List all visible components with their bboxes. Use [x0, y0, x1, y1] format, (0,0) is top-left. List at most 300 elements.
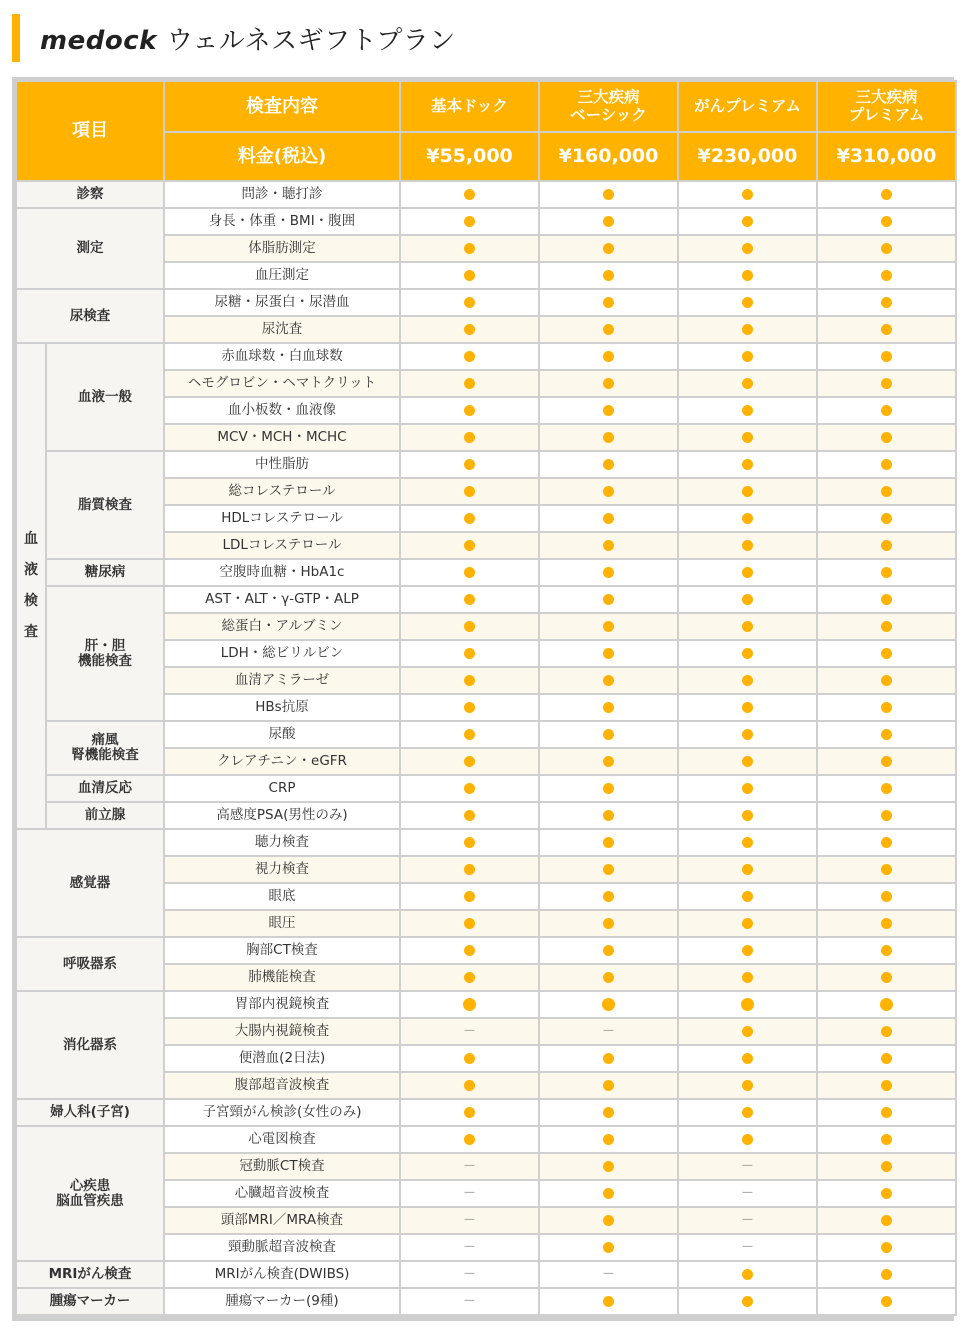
exam-item: 心臓超音波検査	[165, 1181, 399, 1206]
included-dot-icon	[603, 567, 614, 578]
plan-coverage-cell	[540, 452, 677, 477]
category-label: 腫瘍マーカー	[17, 1289, 163, 1314]
included-dot-icon	[603, 297, 614, 308]
plan-name-basic: 基本ドック	[401, 82, 538, 131]
plan-coverage-cell	[540, 1154, 677, 1179]
plan-coverage-cell	[540, 965, 677, 990]
plan-coverage-cell	[818, 1181, 955, 1206]
plan-coverage-cell	[540, 290, 677, 315]
included-dot-icon	[881, 1269, 892, 1280]
included-dot-icon	[742, 891, 753, 902]
exam-item: AST・ALT・γ-GTP・ALP	[165, 587, 399, 612]
included-dot-icon	[742, 783, 753, 794]
included-dot-icon	[881, 675, 892, 686]
blood-test-group-label: 血 液 検 査	[17, 344, 45, 828]
included-dot-icon	[464, 567, 475, 578]
included-dot-icon	[464, 783, 475, 794]
plan-coverage-cell	[540, 803, 677, 828]
brand-name: medock	[40, 25, 157, 56]
plan-coverage-cell	[540, 533, 677, 558]
comparison-table-frame	[12, 77, 954, 1321]
included-dot-icon	[464, 432, 475, 443]
exam-item: MRIがん検査(DWIBS)	[165, 1262, 399, 1287]
category-label: 消化器系	[17, 992, 163, 1098]
included-dot-icon	[603, 945, 614, 956]
plan-comparison-table	[15, 80, 957, 1316]
included-dot-icon	[742, 1053, 753, 1064]
plan-coverage-cell	[540, 1100, 677, 1125]
included-dot-icon	[881, 1188, 892, 1199]
exam-item: LDLコレステロール	[165, 533, 399, 558]
plan-coverage-cell	[401, 1181, 538, 1206]
plan-coverage-cell	[401, 1019, 538, 1044]
plan-coverage-cell	[401, 344, 538, 369]
included-dot-icon	[603, 1188, 614, 1199]
plan-coverage-cell	[401, 290, 538, 315]
included-dot-icon	[464, 243, 475, 254]
plan-coverage-cell	[679, 1019, 816, 1044]
category-label: 血液一般	[47, 344, 163, 450]
exam-item: 胃部内視鏡検査	[165, 992, 399, 1017]
included-dot-icon	[603, 702, 614, 713]
plan-coverage-cell	[679, 263, 816, 288]
table-row	[17, 290, 955, 315]
included-dot-icon	[881, 351, 892, 362]
plan-coverage-cell	[401, 479, 538, 504]
included-dot-icon	[742, 459, 753, 470]
table-body	[17, 182, 955, 1314]
plan-coverage-cell	[679, 425, 816, 450]
included-dot-icon	[603, 675, 614, 686]
included-dot-icon	[742, 216, 753, 227]
plan-coverage-cell	[818, 1235, 955, 1260]
plan-coverage-cell	[540, 1235, 677, 1260]
included-dot-icon	[603, 270, 614, 281]
plan-coverage-cell	[401, 1127, 538, 1152]
exam-item: 空腹時血糖・HbA1c	[165, 560, 399, 585]
plan-coverage-cell	[679, 1289, 816, 1314]
included-dot-icon	[464, 810, 475, 821]
plan-coverage-cell	[818, 1019, 955, 1044]
plan-coverage-cell	[401, 560, 538, 585]
included-dot-icon	[881, 972, 892, 983]
exam-item: 子宮頸がん検診(女性のみ)	[165, 1100, 399, 1125]
included-dot-icon	[742, 486, 753, 497]
exam-item: 総蛋白・アルブミン	[165, 614, 399, 639]
plan-name-three-basic: 三大疾病 ベーシック	[540, 82, 677, 131]
plan-coverage-cell	[818, 938, 955, 963]
plan-coverage-cell	[401, 587, 538, 612]
plan-coverage-cell	[679, 1046, 816, 1071]
plan-coverage-cell	[818, 452, 955, 477]
included-dot-icon	[464, 837, 475, 848]
included-dot-icon	[881, 837, 892, 848]
not-included-mark: －	[740, 1212, 754, 1228]
plan-coverage-cell	[679, 1235, 816, 1260]
plan-coverage-cell	[679, 803, 816, 828]
plan-coverage-cell	[679, 560, 816, 585]
included-dot-icon	[881, 621, 892, 632]
included-dot-icon	[881, 864, 892, 875]
included-dot-icon	[464, 972, 475, 983]
not-included-mark: －	[462, 1239, 476, 1255]
plan-coverage-cell	[679, 695, 816, 720]
not-included-mark: －	[462, 1293, 476, 1309]
included-dot-icon	[742, 864, 753, 875]
plan-title: ウェルネスギフトプラン	[166, 25, 456, 56]
plan-coverage-cell	[540, 344, 677, 369]
plan-coverage-cell	[679, 344, 816, 369]
plan-coverage-cell	[540, 1127, 677, 1152]
plan-coverage-cell	[401, 1235, 538, 1260]
plan-coverage-cell	[401, 1208, 538, 1233]
included-dot-icon	[742, 756, 753, 767]
plan-coverage-cell	[540, 317, 677, 342]
plan-name-cancer-premium: がんプレミアム	[679, 82, 816, 131]
included-dot-icon	[742, 270, 753, 281]
included-dot-icon	[603, 324, 614, 335]
not-included-mark: －	[462, 1158, 476, 1174]
exam-item: HDLコレステロール	[165, 506, 399, 531]
included-dot-icon	[464, 216, 475, 227]
plan-price-three-premium: ¥310,000	[818, 133, 955, 180]
included-dot-icon	[742, 1296, 753, 1307]
plan-coverage-cell	[818, 290, 955, 315]
plan-coverage-cell	[679, 668, 816, 693]
plan-coverage-cell	[679, 236, 816, 261]
included-dot-icon	[881, 216, 892, 227]
included-dot-icon	[881, 405, 892, 416]
included-dot-icon	[603, 1161, 614, 1172]
plan-coverage-cell	[679, 830, 816, 855]
plan-coverage-cell	[679, 587, 816, 612]
exam-item: 胸部CT検査	[165, 938, 399, 963]
not-included-mark: －	[740, 1239, 754, 1255]
plan-coverage-cell	[540, 371, 677, 396]
included-dot-icon	[881, 1242, 892, 1253]
not-included-mark: －	[601, 1266, 615, 1282]
exam-item: 総コレステロール	[165, 479, 399, 504]
included-dot-icon	[603, 189, 614, 200]
included-dot-icon	[603, 216, 614, 227]
plan-coverage-cell	[818, 749, 955, 774]
plan-coverage-cell	[679, 776, 816, 801]
included-dot-icon	[464, 675, 475, 686]
plan-coverage-cell	[818, 560, 955, 585]
plan-coverage-cell	[540, 236, 677, 261]
plan-coverage-cell	[401, 209, 538, 234]
plan-price-cancer-premium: ¥230,000	[679, 133, 816, 180]
plan-coverage-cell	[818, 1208, 955, 1233]
included-dot-icon	[881, 486, 892, 497]
plan-coverage-cell	[401, 884, 538, 909]
plan-coverage-cell	[818, 722, 955, 747]
table-row	[17, 1100, 955, 1125]
exam-item: クレアチニン・eGFR	[165, 749, 399, 774]
exam-item: 血圧測定	[165, 263, 399, 288]
included-dot-icon	[881, 540, 892, 551]
exam-item: 尿沈査	[165, 317, 399, 342]
plan-coverage-cell	[679, 722, 816, 747]
included-dot-icon	[603, 918, 614, 929]
included-dot-icon	[603, 513, 614, 524]
plan-coverage-cell	[540, 398, 677, 423]
plan-coverage-cell	[401, 182, 538, 207]
included-dot-icon	[603, 810, 614, 821]
plan-coverage-cell	[818, 344, 955, 369]
plan-coverage-cell	[401, 1289, 538, 1314]
included-dot-icon	[742, 324, 753, 335]
included-dot-icon	[603, 486, 614, 497]
included-dot-icon	[464, 270, 475, 281]
plan-coverage-cell	[540, 425, 677, 450]
included-dot-icon	[881, 810, 892, 821]
plan-coverage-cell	[540, 1181, 677, 1206]
plan-coverage-cell	[540, 911, 677, 936]
included-dot-icon	[742, 243, 753, 254]
included-dot-icon	[464, 459, 475, 470]
plan-coverage-cell	[540, 182, 677, 207]
plan-coverage-cell	[401, 857, 538, 882]
included-dot-icon	[881, 567, 892, 578]
plan-coverage-cell	[679, 1262, 816, 1287]
exam-item: 聴力検査	[165, 830, 399, 855]
plan-coverage-cell	[818, 587, 955, 612]
plan-coverage-cell	[401, 992, 538, 1017]
category-label: 心疾患 脳血管疾患	[17, 1127, 163, 1260]
included-dot-icon	[603, 432, 614, 443]
plan-coverage-cell	[679, 641, 816, 666]
plan-coverage-cell	[401, 236, 538, 261]
plan-coverage-cell	[401, 938, 538, 963]
plan-coverage-cell	[540, 1289, 677, 1314]
plan-coverage-cell	[401, 398, 538, 423]
included-dot-icon	[603, 864, 614, 875]
exam-item: 腹部超音波検査	[165, 1073, 399, 1098]
plan-coverage-cell	[401, 425, 538, 450]
included-dot-icon	[464, 702, 475, 713]
plan-coverage-cell	[679, 398, 816, 423]
plan-coverage-cell	[401, 1154, 538, 1179]
exam-item: 便潜血(2日法)	[165, 1046, 399, 1071]
exam-item: ヘモグロビン・ヘマトクリット	[165, 371, 399, 396]
included-dot-icon	[464, 405, 475, 416]
included-dot-icon	[464, 648, 475, 659]
table-row	[17, 587, 955, 612]
category-label: MRIがん検査	[17, 1262, 163, 1287]
included-dot-icon	[603, 1107, 614, 1118]
plan-coverage-cell	[818, 1289, 955, 1314]
exam-item: CRP	[165, 776, 399, 801]
plan-coverage-cell	[818, 533, 955, 558]
included-dot-icon	[742, 972, 753, 983]
included-dot-icon	[742, 540, 753, 551]
included-dot-icon	[881, 1026, 892, 1037]
plan-coverage-cell	[818, 1262, 955, 1287]
table-row	[17, 560, 955, 585]
category-label: 血清反応	[47, 776, 163, 801]
plan-coverage-cell	[401, 668, 538, 693]
plan-coverage-cell	[540, 668, 677, 693]
plan-coverage-cell	[818, 425, 955, 450]
plan-coverage-cell	[401, 533, 538, 558]
plan-coverage-cell	[679, 992, 816, 1017]
included-dot-icon	[881, 459, 892, 470]
table-row	[17, 344, 955, 369]
included-dot-icon	[742, 567, 753, 578]
included-dot-icon	[742, 810, 753, 821]
plan-coverage-cell	[401, 452, 538, 477]
included-dot-icon	[602, 998, 615, 1011]
included-dot-icon	[603, 351, 614, 362]
exam-item: 尿糖・尿蛋白・尿潜血	[165, 290, 399, 315]
page-title	[40, 20, 456, 57]
included-dot-icon	[742, 945, 753, 956]
plan-coverage-cell	[818, 857, 955, 882]
not-included-mark: －	[462, 1266, 476, 1282]
plan-coverage-cell	[540, 884, 677, 909]
exam-item: 眼底	[165, 884, 399, 909]
table-row	[17, 182, 955, 207]
exam-item: 肺機能検査	[165, 965, 399, 990]
included-dot-icon	[464, 486, 475, 497]
table-row	[17, 452, 955, 477]
category-label: 糖尿病	[47, 560, 163, 585]
included-dot-icon	[464, 297, 475, 308]
included-dot-icon	[464, 540, 475, 551]
table-row	[17, 938, 955, 963]
plan-coverage-cell	[540, 560, 677, 585]
plan-coverage-cell	[679, 614, 816, 639]
plan-coverage-cell	[540, 641, 677, 666]
plan-coverage-cell	[540, 1046, 677, 1071]
included-dot-icon	[742, 405, 753, 416]
page-header	[12, 14, 456, 62]
plan-coverage-cell	[818, 1154, 955, 1179]
exam-item: 冠動脈CT検査	[165, 1154, 399, 1179]
included-dot-icon	[603, 729, 614, 740]
plan-coverage-cell	[679, 1073, 816, 1098]
plan-coverage-cell	[540, 614, 677, 639]
exam-item: 高感度PSA(男性のみ)	[165, 803, 399, 828]
plan-coverage-cell	[679, 857, 816, 882]
plan-coverage-cell	[540, 1208, 677, 1233]
included-dot-icon	[880, 998, 893, 1011]
included-dot-icon	[742, 378, 753, 389]
included-dot-icon	[742, 1134, 753, 1145]
plan-coverage-cell	[818, 614, 955, 639]
plan-coverage-cell	[540, 992, 677, 1017]
plan-coverage-cell	[679, 938, 816, 963]
category-label: 感覚器	[17, 830, 163, 936]
included-dot-icon	[881, 513, 892, 524]
included-dot-icon	[742, 648, 753, 659]
included-dot-icon	[742, 351, 753, 362]
plan-coverage-cell	[401, 506, 538, 531]
plan-coverage-cell	[679, 1127, 816, 1152]
included-dot-icon	[603, 459, 614, 470]
plan-coverage-cell	[818, 911, 955, 936]
exam-item: 中性脂肪	[165, 452, 399, 477]
plan-coverage-cell	[401, 371, 538, 396]
not-included-mark: －	[740, 1158, 754, 1174]
included-dot-icon	[603, 1215, 614, 1226]
plan-coverage-cell	[818, 641, 955, 666]
included-dot-icon	[881, 189, 892, 200]
included-dot-icon	[742, 1080, 753, 1091]
plan-coverage-cell	[679, 506, 816, 531]
included-dot-icon	[464, 324, 475, 335]
plan-name-three-premium: 三大疾病 プレミアム	[818, 82, 955, 131]
exam-item: 大腸内視鏡検査	[165, 1019, 399, 1044]
plan-price-basic: ¥55,000	[401, 133, 538, 180]
plan-coverage-cell	[401, 1262, 538, 1287]
included-dot-icon	[742, 837, 753, 848]
included-dot-icon	[742, 1269, 753, 1280]
included-dot-icon	[881, 432, 892, 443]
included-dot-icon	[603, 1080, 614, 1091]
plan-coverage-cell	[818, 209, 955, 234]
plan-coverage-cell	[540, 1262, 677, 1287]
not-included-mark: －	[462, 1023, 476, 1039]
header-item: 項目	[17, 82, 163, 180]
included-dot-icon	[881, 648, 892, 659]
plan-coverage-cell	[540, 938, 677, 963]
plan-coverage-cell	[679, 209, 816, 234]
included-dot-icon	[464, 864, 475, 875]
included-dot-icon	[464, 729, 475, 740]
included-dot-icon	[464, 378, 475, 389]
plan-coverage-cell	[818, 803, 955, 828]
plan-coverage-cell	[818, 236, 955, 261]
category-label: 尿検査	[17, 290, 163, 342]
included-dot-icon	[881, 270, 892, 281]
plan-coverage-cell	[401, 776, 538, 801]
included-dot-icon	[603, 378, 614, 389]
included-dot-icon	[603, 1134, 614, 1145]
exam-item: MCV・MCH・MCHC	[165, 425, 399, 450]
included-dot-icon	[603, 837, 614, 848]
plan-coverage-cell	[401, 695, 538, 720]
plan-coverage-cell	[401, 965, 538, 990]
plan-coverage-cell	[818, 1100, 955, 1125]
exam-item: 血小板数・血液像	[165, 398, 399, 423]
header-row-plans	[17, 82, 955, 131]
plan-coverage-cell	[401, 1100, 538, 1125]
plan-coverage-cell	[540, 695, 677, 720]
plan-coverage-cell	[540, 209, 677, 234]
category-label: 前立腺	[47, 803, 163, 828]
included-dot-icon	[464, 756, 475, 767]
included-dot-icon	[742, 1026, 753, 1037]
plan-coverage-cell	[679, 965, 816, 990]
included-dot-icon	[742, 918, 753, 929]
category-label: 測定	[17, 209, 163, 288]
plan-coverage-cell	[679, 911, 816, 936]
plan-coverage-cell	[679, 452, 816, 477]
table-row	[17, 830, 955, 855]
exam-item: 腫瘍マーカー(9種)	[165, 1289, 399, 1314]
exam-item: 問診・聴打診	[165, 182, 399, 207]
table-row	[17, 1289, 955, 1314]
plan-coverage-cell	[401, 803, 538, 828]
category-label: 痛風 腎機能検査	[47, 722, 163, 774]
not-included-mark: －	[462, 1185, 476, 1201]
plan-coverage-cell	[401, 911, 538, 936]
exam-item: 尿酸	[165, 722, 399, 747]
included-dot-icon	[881, 1215, 892, 1226]
table-row	[17, 803, 955, 828]
